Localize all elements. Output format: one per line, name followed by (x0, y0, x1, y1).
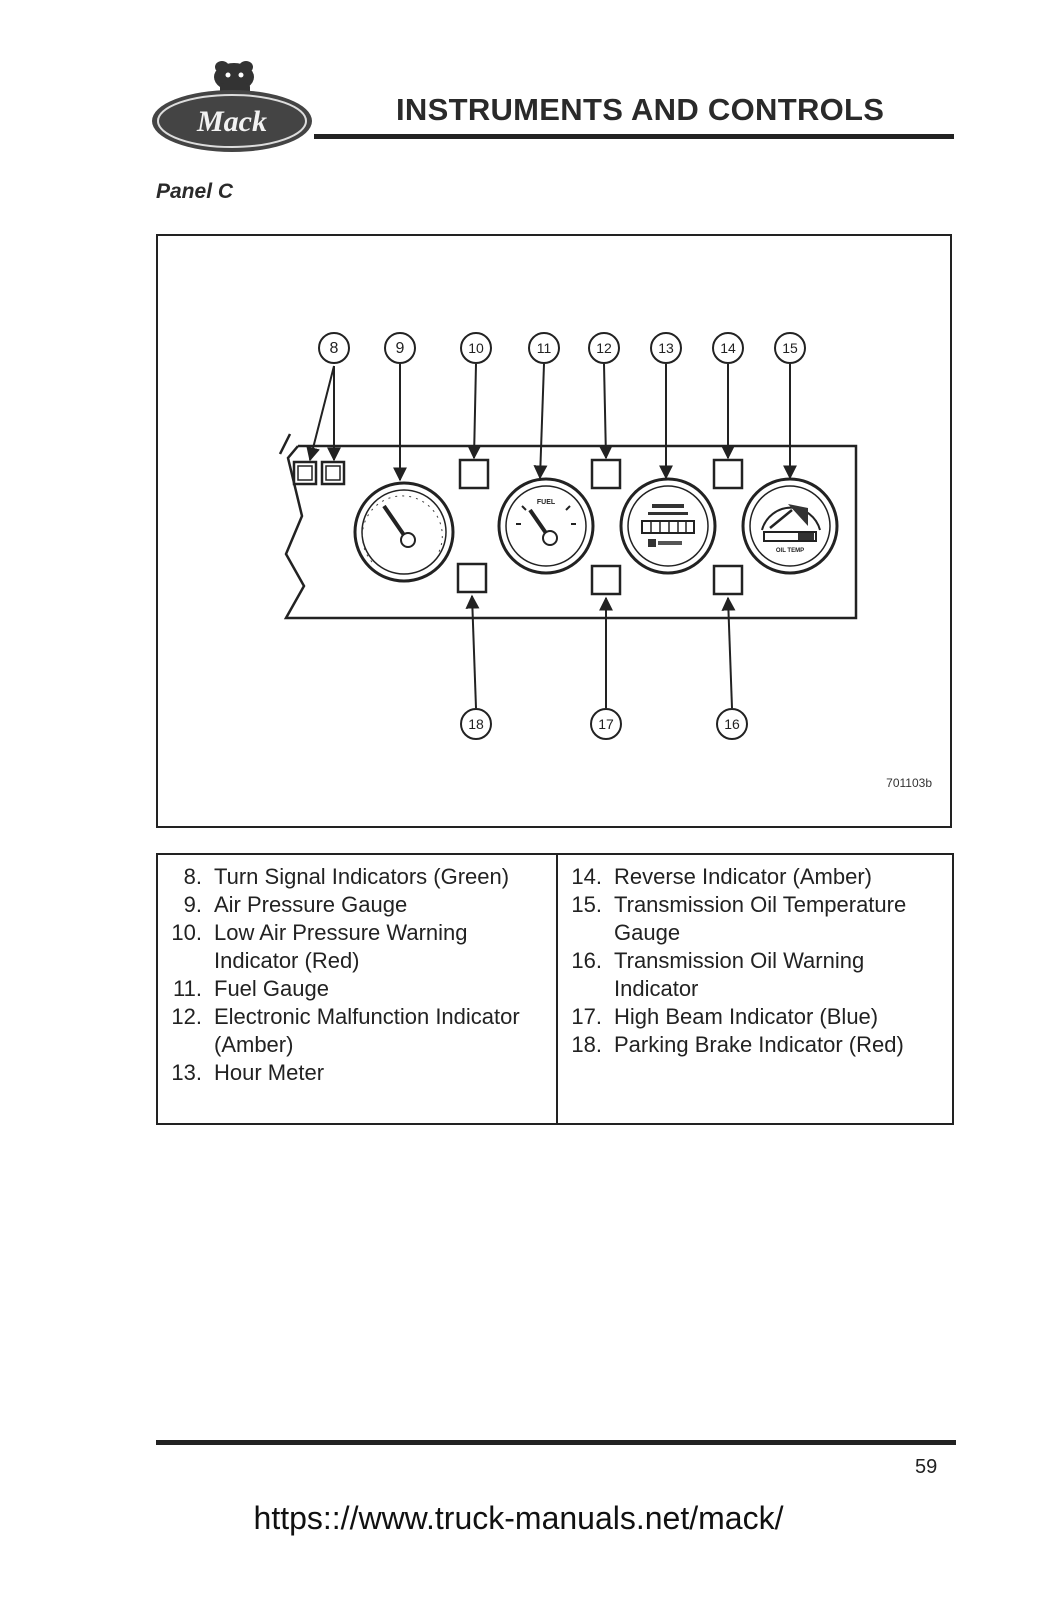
footer-rule (156, 1440, 956, 1445)
legend-table (156, 853, 954, 1125)
legend-item: 15. Transmission Oil Temperature Gauge (571, 892, 907, 945)
legend-item: 18. Parking Brake Indicator (Red) (571, 1032, 904, 1057)
hour-meter (621, 479, 715, 573)
legend-item: 14. Reverse Indicator (Amber) (571, 864, 872, 889)
page-title: INSTRUMENTS AND CONTROLS (396, 92, 885, 127)
svg-text:12: 12 (596, 340, 612, 356)
electronic-malfunction-indicator (592, 460, 620, 488)
svg-text:15: 15 (782, 340, 798, 356)
legend-item: 17. High Beam Indicator (Blue) (571, 1004, 879, 1029)
transmission-oil-temp-gauge (743, 479, 837, 573)
callout-16 (717, 709, 747, 739)
page-number: 59 (915, 1456, 938, 1478)
svg-text:14: 14 (720, 340, 736, 356)
mack-logo (150, 55, 320, 155)
panel-c-diagram (156, 234, 952, 828)
legend-item: 11. Fuel Gauge (173, 976, 329, 1001)
svg-text:8: 8 (329, 340, 339, 357)
transmission-oil-warning-indicator (714, 566, 742, 594)
callout-9 (385, 333, 415, 363)
svg-text:17: 17 (598, 716, 614, 732)
callout-18 (461, 709, 491, 739)
source-url: https:://www.truck-manuals.net/mack/ (253, 1500, 784, 1536)
svg-text:9: 9 (395, 340, 405, 357)
parking-brake-indicator (458, 564, 486, 592)
svg-text:16: 16 (724, 716, 740, 732)
callout-15 (775, 333, 805, 363)
legend-item: 13. Hour Meter (171, 1060, 325, 1085)
panel-c-illustration (158, 236, 954, 830)
callout-11 (529, 333, 559, 363)
legend-right-column (558, 855, 952, 1123)
low-air-pressure-indicator (460, 460, 488, 488)
svg-text:11: 11 (536, 340, 552, 356)
svg-text:18: 18 (468, 716, 484, 732)
panel-label: Panel C (156, 180, 234, 203)
svg-text:OIL TEMP: OIL TEMP (775, 548, 805, 554)
legend-item: 16. Transmission Oil Warning Indicator (571, 948, 865, 1001)
svg-text:FUEL: FUEL (536, 499, 556, 506)
turn-signal-indicators (294, 462, 344, 484)
callout-14 (713, 333, 743, 363)
figure-code: 701103b (886, 776, 932, 790)
reverse-indicator (714, 460, 742, 488)
header-rule (314, 134, 954, 139)
high-beam-indicator (592, 566, 620, 594)
svg-text:10: 10 (468, 340, 484, 356)
legend-item: 10. Low Air Pressure Warning Indicator (Red) (171, 920, 468, 973)
legend-left-column (158, 855, 558, 1123)
legend-item: 9. Air Pressure Gauge (183, 892, 408, 917)
fuel-gauge (499, 479, 593, 573)
legend-item: 8. Turn Signal Indicators (Green) (183, 864, 510, 889)
air-pressure-gauge (355, 483, 453, 581)
callout-12 (589, 333, 619, 363)
callout-10 (461, 333, 491, 363)
callout-8 (319, 333, 349, 363)
svg-text:Mack: Mack (197, 105, 267, 138)
svg-text:13: 13 (658, 340, 674, 356)
legend-item: 12. Electronic Malfunction Indicator (Amber) (171, 1004, 520, 1057)
callout-13 (651, 333, 681, 363)
callout-17 (591, 709, 621, 739)
